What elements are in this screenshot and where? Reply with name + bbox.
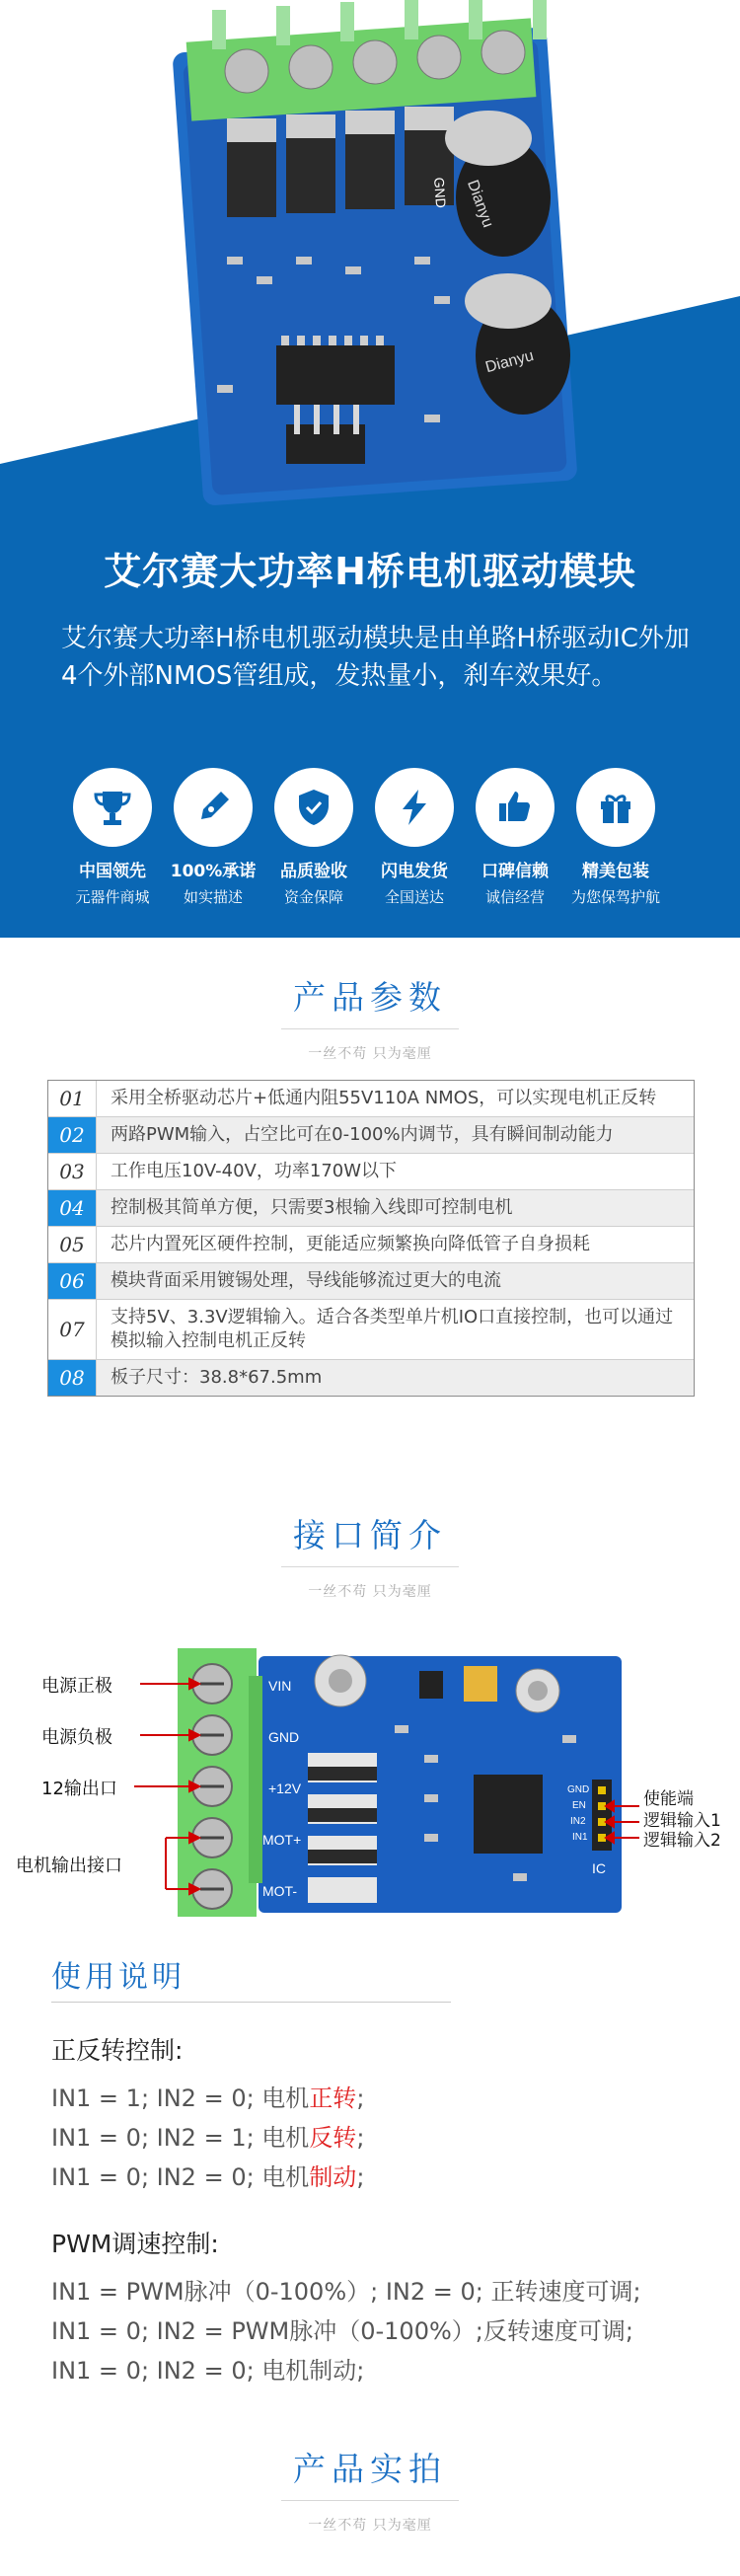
usage-line	[51, 2158, 364, 2192]
trophy-icon	[73, 768, 152, 847]
params-row	[48, 1190, 694, 1227]
params-row	[48, 1154, 694, 1190]
pwm-line: IN1 = 0; IN2 = 0; 电机制动;	[51, 2357, 365, 2385]
params-row	[48, 1263, 694, 1300]
params-table	[47, 1080, 695, 1397]
feature-subtitle: 为您保驾护航	[570, 888, 660, 906]
board-mot-minus: MOT-	[262, 1883, 297, 1899]
usage-line-prefix: IN1 = 0; IN2 = 0; 电机	[51, 2163, 310, 2191]
pin-gnd: GND	[567, 1784, 590, 1795]
board-gnd-label: GND	[431, 177, 450, 209]
hero-slant-shape	[0, 0, 740, 553]
pen-icon	[174, 768, 253, 847]
capacitor-label-2: Dianyu	[483, 346, 536, 377]
hero-description: 艾尔赛大功率H桥电机驱动模块是由单路H桥驱动IC外加4个外部NMOS管组成，发热量小，刹车效果好。	[61, 624, 690, 691]
row-number: 04	[48, 1190, 97, 1226]
row-number: 05	[48, 1227, 97, 1262]
row-text: 工作电压10V-40V，功率170W以下	[111, 1161, 398, 1181]
board-gnd: GND	[268, 1729, 300, 1745]
interface-header	[0, 1510, 740, 1601]
divider	[281, 2500, 459, 2501]
capacitor-label-1: Dianyu	[464, 178, 497, 230]
usage-line	[51, 2118, 364, 2153]
label-enable: 使能端	[643, 1789, 694, 1809]
usage-line-suffix: ;	[356, 2163, 365, 2191]
divider	[51, 2002, 451, 2003]
usage-action: 制动	[309, 2163, 357, 2191]
row-number: 01	[48, 1081, 97, 1116]
feature-title: 品质验收	[280, 862, 347, 881]
feature-title: 精美包装	[582, 862, 649, 881]
divider	[281, 1028, 459, 1029]
feature-subtitle: 诚信经营	[484, 888, 545, 906]
lightning-icon	[375, 768, 454, 847]
label-logic-input-2: 逻辑输入2	[643, 1831, 721, 1851]
row-text: 芯片内置死区硬件控制，更能适应频繁换向降低管子自身损耗	[111, 1234, 590, 1254]
row-text: 板子尺寸：38.8*67.5mm	[111, 1367, 323, 1388]
row-number: 07	[48, 1300, 97, 1359]
feature-title: 闪电发货	[381, 862, 448, 881]
params-row	[48, 1300, 694, 1360]
params-row	[48, 1227, 694, 1263]
feature-list	[57, 768, 689, 916]
usage-action: 反转	[309, 2124, 357, 2152]
board-ic-mark: IC	[592, 1860, 606, 1876]
gift-icon	[576, 768, 655, 847]
photos-subtitle: 一丝不苟 只为毫厘	[308, 2518, 432, 2534]
row-text: 采用全桥驱动芯片+低通内阻55V110A NMOS，可以实现电机正反转	[111, 1088, 657, 1108]
row-number: 08	[48, 1360, 97, 1396]
feature-item	[259, 768, 369, 907]
divider	[281, 1566, 459, 1567]
usage-line-suffix: ;	[356, 2124, 365, 2152]
pin-en: EN	[572, 1800, 586, 1811]
feature-subtitle: 如实描述	[183, 888, 243, 906]
photos-header	[0, 2444, 740, 2535]
feature-subtitle: 元器件商城	[75, 888, 150, 906]
board-12v: +12V	[268, 1780, 302, 1796]
thumbs-up-icon	[476, 768, 555, 847]
pcb-board-photo	[172, 0, 577, 506]
params-subtitle: 一丝不苟 只为毫厘	[308, 1046, 432, 1062]
params-header	[0, 972, 740, 1063]
shield-icon	[274, 768, 353, 847]
row-text: 两路PWM输入，占空比可在0-100%内调节，具有瞬间制动能力	[111, 1124, 614, 1145]
board-vin: VIN	[268, 1678, 292, 1694]
usage-line-prefix: IN1 = 0; IN2 = 1; 电机	[51, 2124, 310, 2152]
feature-item	[359, 768, 470, 907]
interface-subtitle: 一丝不苟 只为毫厘	[308, 1584, 432, 1600]
hero-title: 艾尔赛大功率H桥电机驱动模块	[104, 550, 636, 593]
pin-in2: IN2	[570, 1816, 586, 1827]
forward-heading: 正反转控制:	[51, 2036, 184, 2065]
usage-action: 正转	[309, 2084, 357, 2112]
feature-item	[158, 768, 268, 907]
label-power-positive: 电源正极	[41, 1676, 112, 1697]
pwm-line: IN1 = 0; IN2 = PWM脉冲（0-100%）;反转速度可调;	[51, 2317, 633, 2345]
usage-line-suffix: ;	[356, 2084, 365, 2112]
row-number: 06	[48, 1263, 97, 1299]
row-text: 支持5V、3.3V逻辑输入。适合各类型单片机IO口直接控制，也可以通过模拟输入控制电机正反转	[111, 1307, 674, 1351]
photos-title: 产品实拍	[293, 2450, 447, 2488]
feature-item	[57, 768, 168, 907]
interface-diagram	[0, 1607, 740, 1923]
row-number: 03	[48, 1154, 97, 1189]
feature-subtitle: 全国送达	[384, 888, 444, 906]
label-logic-input-1: 逻辑输入1	[643, 1811, 721, 1831]
feature-title: 口碑信赖	[481, 862, 549, 881]
usage-title: 使用说明	[51, 1960, 185, 1995]
usage-line	[51, 2079, 364, 2113]
interface-title: 接口简介	[293, 1516, 447, 1554]
pwm-heading: PWM调速控制:	[51, 2230, 219, 2258]
label-12v-output: 12输出口	[41, 1779, 117, 1799]
row-text: 控制极其简单方便，只需要3根输入线即可控制电机	[111, 1197, 513, 1218]
row-text: 模块背面采用镀锡处理，导线能够流过更大的电流	[111, 1270, 501, 1291]
label-motor-output: 电机输出接口	[16, 1856, 122, 1876]
pin-in1: IN1	[572, 1832, 588, 1843]
row-number: 02	[48, 1117, 97, 1153]
params-title: 产品参数	[293, 978, 447, 1017]
label-power-negative: 电源负极	[41, 1727, 112, 1748]
feature-item	[560, 768, 671, 907]
hero-banner	[0, 0, 740, 938]
pwm-line: IN1 = PWM脉冲（0-100%）; IN2 = 0; 正转速度可调;	[51, 2278, 641, 2306]
params-row	[48, 1360, 694, 1396]
params-row	[48, 1081, 694, 1117]
board-mot-plus: MOT+	[262, 1832, 302, 1848]
feature-subtitle: 资金保障	[283, 888, 343, 906]
feature-title: 100%承诺	[170, 862, 257, 881]
feature-item	[460, 768, 570, 907]
feature-title: 中国领先	[79, 862, 146, 881]
usage-line-prefix: IN1 = 1; IN2 = 0; 电机	[51, 2084, 310, 2112]
params-row	[48, 1117, 694, 1154]
